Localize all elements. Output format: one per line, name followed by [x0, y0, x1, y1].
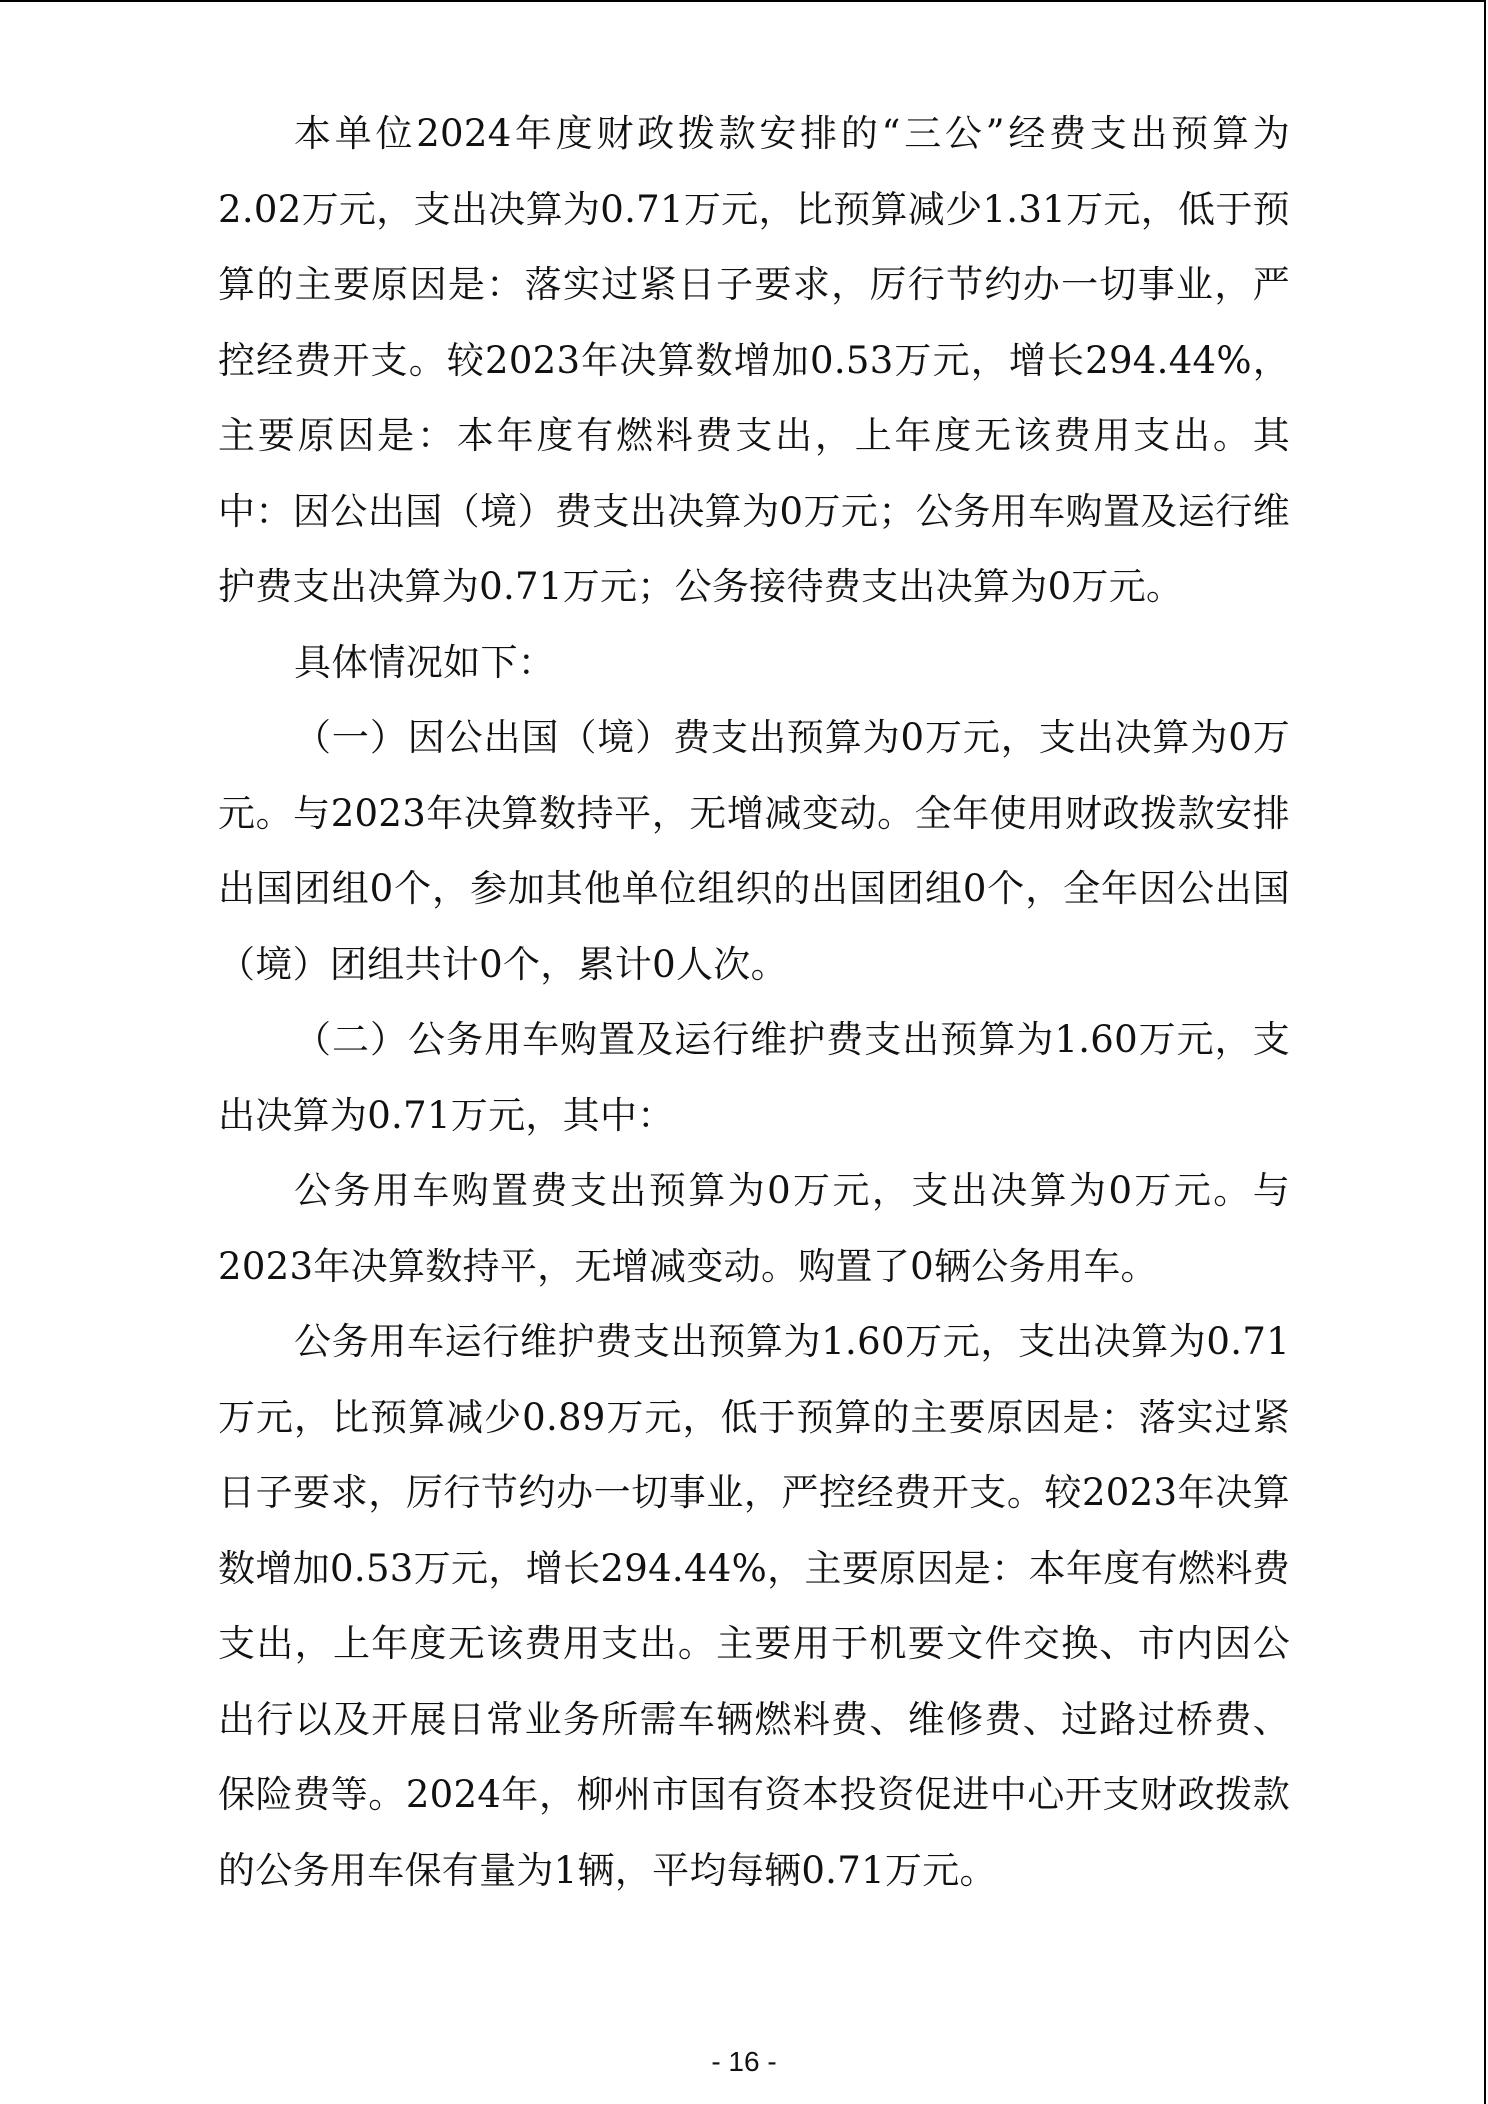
paragraph-overseas-travel: （一）因公出国（境）费支出预算为0万元，支出决算为0万元。与2023年决算数持平，无增减变动。全年使用财政拨款安排出国团组0个，参加其他单位组织的出国团组0个，全年因公出国（境）团组共计0个，累计0人次。: [218, 716, 1290, 986]
paragraph-vehicle-total: （二）公务用车购置及运行维护费支出预算为1.60万元，支出决算为0.71万元，其中：: [218, 1018, 1290, 1137]
document-body: [218, 96, 1290, 1908]
page-number: - 16 -: [711, 2046, 777, 2077]
paragraph-vehicle-operation: 公务用车运行维护费支出预算为1.60万元，支出决算为0.71万元，比预算减少0.89万元，低于预算的主要原因是：落实过紧日子要求，厉行节约办一切事业，严控经费开支。较2023年决算数增加0.53万元，增长294.44%，主要原因是：本年度有燃料费支出，上年度无该费用支出。主要用于机要文件交换、市内因公出行以及开展日常业务所需车辆燃料费、维修费、过路过桥费、保险费等。2024年，柳州市国有资本投资促进中心开支财政拨款的公务用车保有量为1辆，平均每辆0.71万元。: [218, 1320, 1290, 1892]
paragraph-details-intro: 具体情况如下：: [294, 640, 556, 684]
paragraph-vehicle-purchase: 公务用车购置费支出预算为0万元，支出决算为0万元。与2023年决算数持平，无增减变动。购置了0辆公务用车。: [218, 1169, 1290, 1288]
paragraph-three-public-summary: 本单位2024年度财政拨款安排的“三公”经费支出预算为2.02万元，支出决算为0.71万元，比预算减少1.31万元，低于预算的主要原因是：落实过紧日子要求，厉行节约办一切事业，严控经费开支。较2023年决算数增加0.53万元，增长294.44%，主要原因是：本年度有燃料费支出，上年度无该费用支出。其中：因公出国（境）费支出决算为0万元；公务用车购置及运行维护费支出决算为0.71万元；公务接待费支出决算为0万元。: [218, 112, 1290, 608]
